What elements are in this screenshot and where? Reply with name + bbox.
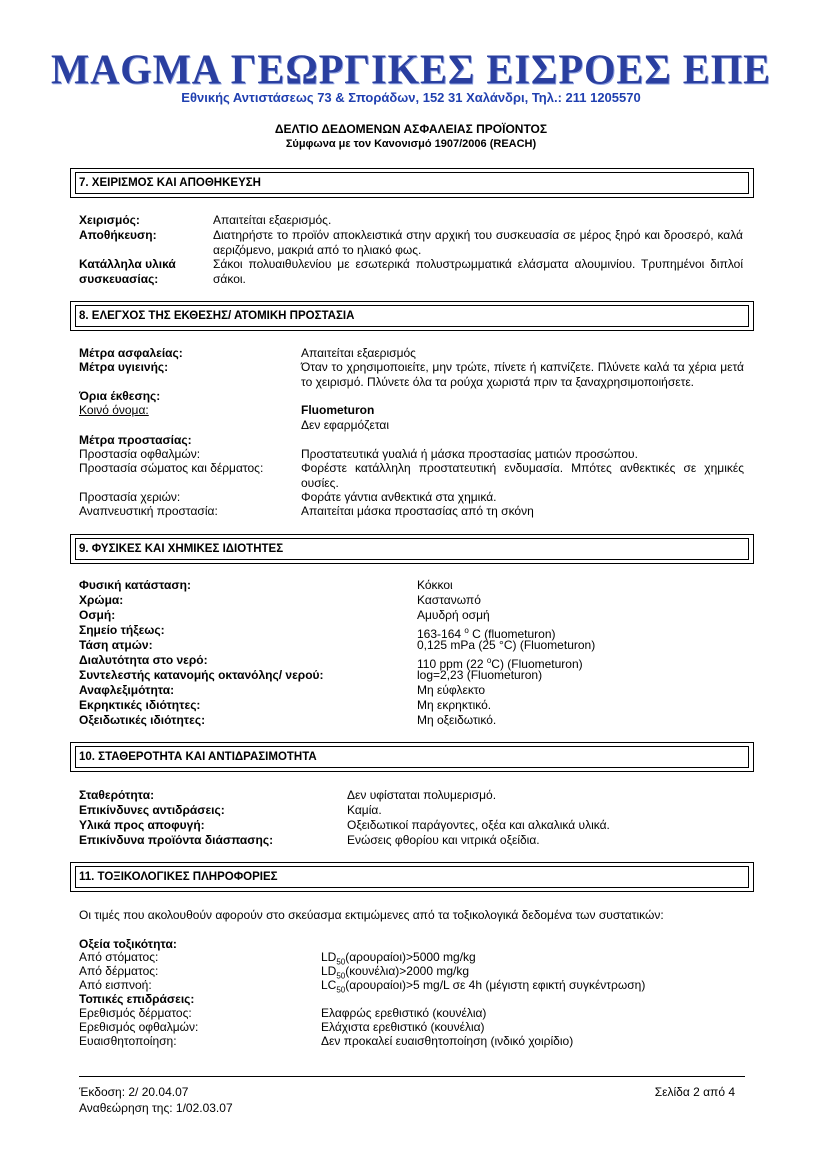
safety-measures-label: Μέτρα ασφαλείας: — [79, 346, 183, 360]
property-label: Φυσική κατάσταση: — [79, 578, 191, 592]
eye-irritation-label: Ερεθισμός οφθαλμών: — [79, 1020, 199, 1034]
respiratory-protection-label: Αναπνευστική προστασία: — [79, 504, 218, 518]
degree-sup: o — [464, 626, 469, 635]
exposure-limits-label: Όρια έκθεσης: — [79, 389, 161, 403]
property-value: Μη εύφλεκτο — [417, 683, 486, 697]
handling-value: Απαιτείται εξαερισμός. — [213, 213, 332, 227]
dermal-rest: (κουνέλια)>2000 mg/kg — [345, 964, 469, 978]
degree-sup: o — [486, 656, 492, 665]
stability-label: Επικίνδυνες αντιδράσεις: — [79, 803, 225, 817]
stability-label: Επικίνδυνα προϊόντα διάσπασης: — [79, 833, 274, 847]
eye-protection-value: Προστατευτικά γυαλιά ή μάσκα προστασίας ματιών προσώπου. — [301, 447, 638, 461]
hand-protection-label: Προστασία χεριών: — [79, 490, 181, 504]
stability-label: Υλικά προς αποφυγή: — [79, 818, 205, 832]
common-name-label: Κοινό όνομα: — [79, 403, 149, 417]
packaging-label-2: συσκευασίας: — [79, 272, 159, 286]
acute-toxicity-label: Οξεία τοξικότητα: — [79, 937, 177, 951]
local-effects-label: Τοπικές επιδράσεις: — [79, 992, 195, 1006]
safety-measures-value: Απαιτείται εξαερισμός — [301, 346, 416, 360]
lc-sub: 50 — [336, 985, 346, 995]
property-value: Κόκκοι — [417, 578, 453, 592]
stability-value: Ενώσεις φθορίου και νιτρικά οξείδια. — [347, 833, 540, 847]
dermal-label: Από δέρματος: — [79, 964, 159, 978]
solubility-pre: 110 ppm (22 — [417, 657, 487, 671]
section-10-header — [70, 742, 754, 772]
common-name-value: Fluometuron — [301, 403, 375, 417]
hygiene-label: Μέτρα υγιεινής: — [79, 360, 169, 374]
section-9-title: 9. ΦΥΣΙΚΕΣ ΚΑΙ ΧΗΜΙΚΕΣ ΙΔΙΟΤΗΤΕΣ — [75, 538, 749, 560]
skin-irritation-value: Ελαφρώς ερεθιστικό (κουνέλια) — [321, 1006, 487, 1020]
ld-text: LD — [321, 950, 337, 964]
section-7-header — [70, 168, 754, 198]
section-11-title: 11. ΤΟΞΙΚΟΛΟΓΙΚΕΣ ΠΛΗΡΟΦΟΡΙΕΣ — [75, 866, 749, 888]
solubility-post: C) (Fluometuron) — [491, 657, 583, 671]
oral-rest: (αρουραίοι)>5000 mg/kg — [345, 950, 476, 964]
footer-divider — [79, 1076, 745, 1077]
eye-protection-label: Προστασία οφθαλμών: — [79, 447, 201, 461]
section-9-header — [70, 534, 754, 564]
document-subtitle: Σύμφωνα με τον Κανονισμό 1907/2006 (REACH) — [285, 138, 537, 150]
property-label: Διαλυτότητα στο νερό: — [79, 653, 208, 667]
inhalation-rest: (αρουραίοι)>5 mg/L σε 4h (μέγιστη εφικτή συγκέντρωση) — [345, 978, 646, 992]
section-11-header — [70, 862, 754, 892]
company-address: Εθνικής Αντιστάσεως 73 & Σποράδων, 152 31 Χαλάνδρι, Τηλ.: 211 1205570 — [181, 90, 641, 105]
property-label: Οξειδωτικές ιδιότητες: — [79, 713, 206, 727]
melting-point-post: C (fluometuron) — [468, 627, 556, 641]
section-8-header — [70, 301, 754, 331]
section-7-title: 7. ΧΕΙΡΙΣΜΟΣ ΚΑΙ ΑΠΟΘΗΚΕΥΣΗ — [75, 172, 749, 194]
section-8-title: 8. ΕΛΕΓΧΟΣ ΤΗΣ ΕΚΘΕΣΗΣ/ ΑΤΟΜΙΚΗ ΠΡΟΣΤΑΣΙΑ — [75, 305, 749, 327]
stability-value: Οξειδωτικοί παράγοντες, οξέα και αλκαλικά υλικά. — [347, 818, 610, 832]
ld-sub: 50 — [336, 971, 346, 981]
packaging-value: Σάκοι πολυαιθυλενίου με εσωτερικά πολυστρωμματικά ελάσματα αλουμινίου. Τρυπημένοι διπλοί σάκοι. — [213, 257, 743, 286]
ld-text: LD — [321, 964, 337, 978]
stability-label: Σταθερότητα: — [79, 788, 155, 802]
property-value: 0,125 mPa (25 °C) (Fluometuron) — [417, 638, 596, 652]
section-10-title: 10. ΣΤΑΘΕΡΟΤΗΤΑ ΚΑΙ ΑΝΤΙΔΡΑΣΙΜΟΤΗΤΑ — [75, 746, 749, 768]
lc-text: LC — [321, 978, 337, 992]
property-label: Εκρηκτικές ιδιότητες: — [79, 698, 201, 712]
toxicology-intro: Οι τιμές που ακολουθούν αφορούν στο σκεύασμα εκτιμώμενες από τα τοξικολογικά δεδομένα των συστατικών: — [79, 908, 664, 922]
property-value: Μη εκρηκτικό. — [417, 698, 492, 712]
not-applicable-text: Δεν εφαρμόζεται — [301, 418, 389, 432]
property-label: Χρώμα: — [79, 593, 124, 607]
storage-label: Αποθήκευση: — [79, 228, 157, 242]
body-protection-label: Προστασία σώματος και δέρματος: — [79, 461, 264, 475]
property-value: Καστανωπό — [417, 593, 481, 607]
melting-point-pre: 163-164 — [417, 627, 465, 641]
property-label: Συντελεστής κατανομής οκτανόλης/ νερού: — [79, 668, 324, 682]
property-label: Σημείο τήξεως: — [79, 623, 165, 637]
property-value: log=2,23 (Fluometuron) — [417, 668, 543, 682]
property-label: Οσμή: — [79, 608, 116, 622]
property-label: Τάση ατμών: — [79, 638, 153, 652]
storage-value: Διατηρήστε το προϊόν αποκλειστικά στην αρχική του συσκευασία σε μέρος ξηρό και δροσερό, καλά αεριζόμενο, μακριά από το ηλιακό φως. — [213, 228, 743, 257]
ld-sub: 50 — [336, 957, 346, 967]
inhalation-label: Από εισπνοή: — [79, 978, 152, 992]
sensitization-label: Ευαισθητοποίηση: — [79, 1034, 177, 1048]
hygiene-value: Όταν το χρησιμοποιείτε, μην τρώτε, πίνετε ή καπνίζετε. Πλύνετε καλά τα χέρια μετά το χειρισμό. Πλύνετε όλα τα ρούχα χωριστά πριν τα ξαναχρησιμοποιήσετε. — [301, 360, 744, 389]
protection-measures-label: Μέτρα προστασίας: — [79, 433, 192, 447]
hand-protection-value: Φοράτε γάντια ανθεκτικά στα χημικά. — [301, 490, 497, 504]
revision-text: Αναθεώρηση της: 1/02.03.07 — [79, 1101, 233, 1115]
oral-label: Από στόματος: — [79, 950, 159, 964]
stability-value: Καμία. — [347, 803, 382, 817]
document-title: ΔΕΛΤΙΟ ΔΕΔΟΜΕΝΩΝ ΑΣΦΑΛΕΙΑΣ ΠΡΟΪΟΝΤΟΣ — [274, 122, 548, 136]
eye-irritation-value: Ελάχιστα ερεθιστικό (κουνέλια) — [321, 1020, 485, 1034]
page-number: Σελίδα 2 από 4 — [654, 1085, 735, 1099]
sensitization-value: Δεν προκαλεί ευαισθητοποίηση (ινδικό χοιρίδιο) — [321, 1034, 574, 1048]
property-value: Μη οξειδωτικό. — [417, 713, 497, 727]
company-logo: MAGMA ΓΕΩΡΓΙΚΕΣ ΕΙΣΡΟΕΣ ΕΠΕ — [50, 46, 772, 93]
property-label: Αναφλεξιμότητα: — [79, 683, 175, 697]
respiratory-protection-value: Απαιτείται μάσκα προστασίας από τη σκόνη — [301, 504, 534, 518]
body-protection-value: Φορέστε κατάλληλη προστατευτική ενδυμασία. Μπότες ανθεκτικές σε χημικές ουσίες. — [301, 461, 744, 490]
edition-text: Έκδοση: 2/ 20.04.07 — [79, 1085, 189, 1099]
skin-irritation-label: Ερεθισμός δέρματος: — [79, 1006, 192, 1020]
handling-label: Χειρισμός: — [79, 213, 140, 227]
packaging-label-1: Κατάλληλα υλικά — [79, 257, 176, 271]
inhalation-value — [321, 978, 645, 997]
property-value: Αμυδρή οσμή — [417, 608, 490, 622]
stability-value: Δεν υφίσταται πολυμερισμό. — [347, 788, 497, 802]
